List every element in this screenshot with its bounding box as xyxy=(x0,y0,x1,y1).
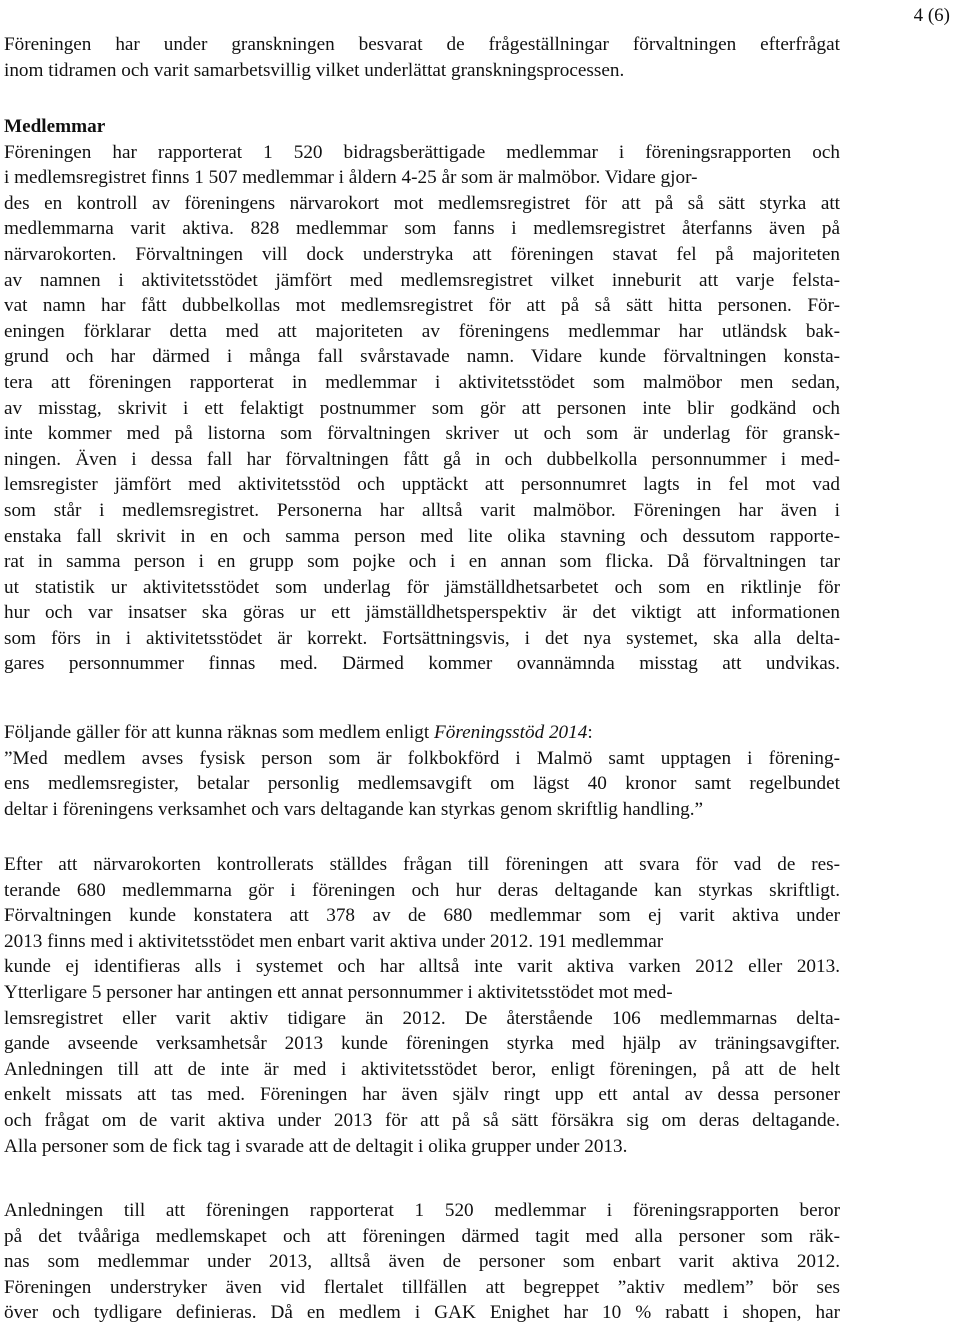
text-line: inte kommer med på listorna som förvaltningen skriver ut och som är underlag för gransk- xyxy=(4,423,840,445)
text-line: 2013 finns med i aktivitetsstödet men enbart varit aktiva under 2012. 191 medlemmar xyxy=(4,930,664,952)
text-line: Föreningen understryker även vid flertalet tillfällen att begreppet ”aktiv medlem” bör ses xyxy=(4,1276,840,1298)
text-line: Efter att närvarokorten kontrollerats ställdes frågan till föreningen att svara för vad de res- xyxy=(4,854,840,875)
page-number: 4 (6) xyxy=(913,5,950,26)
section-heading: Medlemmar xyxy=(4,116,106,137)
text-line: inom tidramen och varit samarbetsvillig vilket underlättat granskningsprocessen. xyxy=(4,59,625,81)
text-line: och frågat om de varit aktiva under 2013 för att på så sätt försäkra sig om deras deltagande. xyxy=(4,1109,840,1131)
text-line: gande avseende verksamhetsår 2013 kunde föreningen styrka med hjälp av träningsavgifter. xyxy=(4,1033,840,1055)
text-line: över och tydligare definieras. Då en medlem i GAK Enighet har 10 % rabatt i shopen, har xyxy=(4,1302,840,1324)
text-line: av namnen i aktivitetsstödet jämfört med medlemsregistret vilket inneburit att varje felsta- xyxy=(4,269,840,291)
text-line: enkelt missats att tas med. Föreningen har även själv ringt upp ett antal av dessa personer xyxy=(4,1084,840,1106)
followup-section xyxy=(4,852,840,1159)
text-line: närvarokorten. Förvaltningen vill dock understryka att föreningen stavat fel på majoriteten xyxy=(4,243,840,265)
quote-line: ”Med medlem avses fysisk person som är folkbokförd i Malmö samt upptagen i förening- xyxy=(4,747,840,769)
text-line: Anledningen till att föreningen rapporterat 1 520 medlemmar i föreningsrapporten beror xyxy=(4,1200,840,1221)
text-line: rat in samma person i en grupp som pojke och i en annan som flicka. Då förvaltningen tar xyxy=(4,551,840,573)
closing-section xyxy=(4,1198,840,1326)
text-line: kunde ej identifieras alls i systemet och har alltså inte varit aktiva varken 2012 eller 2013. xyxy=(4,956,840,978)
quote-line: ens medlemsregister, betalar personlig medlemsavgift om lägst 40 kronor samt regelbundet xyxy=(4,773,840,795)
text-line: hur och var insatser ska göras ur ett jämställdhetsperspektiv är det viktigt att informationen xyxy=(4,602,840,624)
text-line: vat namn har fått dubbelkollas mot medlemsregistret för att på så sätt hitta personen. För- xyxy=(4,295,840,317)
text-line: av misstag, skrivit i ett felaktigt postnummer som gör att personen inte blir godkänd och xyxy=(4,397,840,419)
text-line xyxy=(4,720,840,746)
text-line: gares personnummer finnas med. Därmed kommer ovannämnda misstag att undvikas. xyxy=(4,653,840,675)
document-reference: Föreningsstöd 2014 xyxy=(434,722,588,743)
text-line: lemsregistret eller varit aktiv tidigare än 2012. De återstående 106 medlemmarnas delta- xyxy=(4,1007,840,1029)
text-line: Anledningen till att de inte är med i aktivitetsstödet beror, enligt föreningen, på att de helt xyxy=(4,1058,840,1080)
text-line: Förvaltningen kunde konstatera att 378 av de 680 medlemmar som ej varit aktiva under xyxy=(4,905,840,927)
text-line: lemsregister jämfört med aktivitetsstöd och upptäckt att personnumret lagts in fel mot vad xyxy=(4,474,840,496)
text-line: på det tvååriga medlemskapet och att föreningen därmed tagit med alla personer som räk- xyxy=(4,1225,840,1247)
text-line: Alla personer som de fick tag i svarade att de deltagit i olika grupper under 2013. xyxy=(4,1135,628,1157)
text-line: Föreningen har under granskningen besvarat de frågeställningar förvaltningen efterfrågat xyxy=(4,34,840,55)
text-line: som förs in i aktivitetsstödet är korrekt. Fortsättningsvis, i det nya systemet, ska alla delta- xyxy=(4,627,840,649)
text-line: Ytterligare 5 personer har antingen ett annat personnummer i aktivitetsstödet mot med- xyxy=(4,981,673,1003)
text-line: eningen förklarar detta med att majoriteten av föreningens medlemmar har utländsk bak- xyxy=(4,320,840,342)
text-line: ut statistik ur aktivitetsstödet som underlag för jämställdhetsarbetet och som en riktlinje för xyxy=(4,576,840,598)
text-line: des en kontroll av föreningens närvarokort mot medlemsregistret för att på så sätt styrka att xyxy=(4,192,840,214)
text-line: Föreningen har rapporterat 1 520 bidragsberättigade medlemmar i föreningsrapporten och xyxy=(4,141,840,163)
text-fragment: : xyxy=(587,722,593,743)
text-line: tera att föreningen rapporterat in medlemmar i aktivitetsstödet som malmöbor men sedan, xyxy=(4,371,840,393)
text-line: som står i medlemsregistret. Personerna har alltså varit malmöbor. Föreningen har även i xyxy=(4,499,840,521)
members-section xyxy=(4,114,840,677)
text-line: grund och har därmed i många fall svårstavade namn. Vidare kunde förvaltningen konsta- xyxy=(4,346,840,368)
text-line: medlemmarna varit aktiva. 828 medlemmar som fanns i medlemsregistret återfanns även på xyxy=(4,218,840,240)
text-fragment: Följande gäller för att kunna räknas som medlem enligt xyxy=(4,722,435,743)
text-line: ningen. Även i dessa fall har förvaltningen fått gå in och dubbelkolla personnummer i med- xyxy=(4,448,840,470)
intro-paragraph xyxy=(4,32,840,83)
text-line: nas som medlemmar under 2013, alltså även de personer som enbart varit aktiva 2012. xyxy=(4,1251,840,1273)
quote-line: deltar i föreningens verksamhet och vars deltagande kan styrkas genom skriftlig handling.” xyxy=(4,798,704,820)
definition-section xyxy=(4,720,840,822)
text-line: enstaka fall skrivit in en och samma person med lite olika stavning och dessutom rapporte- xyxy=(4,525,840,547)
text-line: i medlemsregistret finns 1 507 medlemmar i åldern 4-25 år som är malmöbor. Vidare gjor- xyxy=(4,167,698,189)
text-line: terande 680 medlemmarna gör i föreningen och hur deras deltagande kan styrkas skriftligt. xyxy=(4,879,840,901)
